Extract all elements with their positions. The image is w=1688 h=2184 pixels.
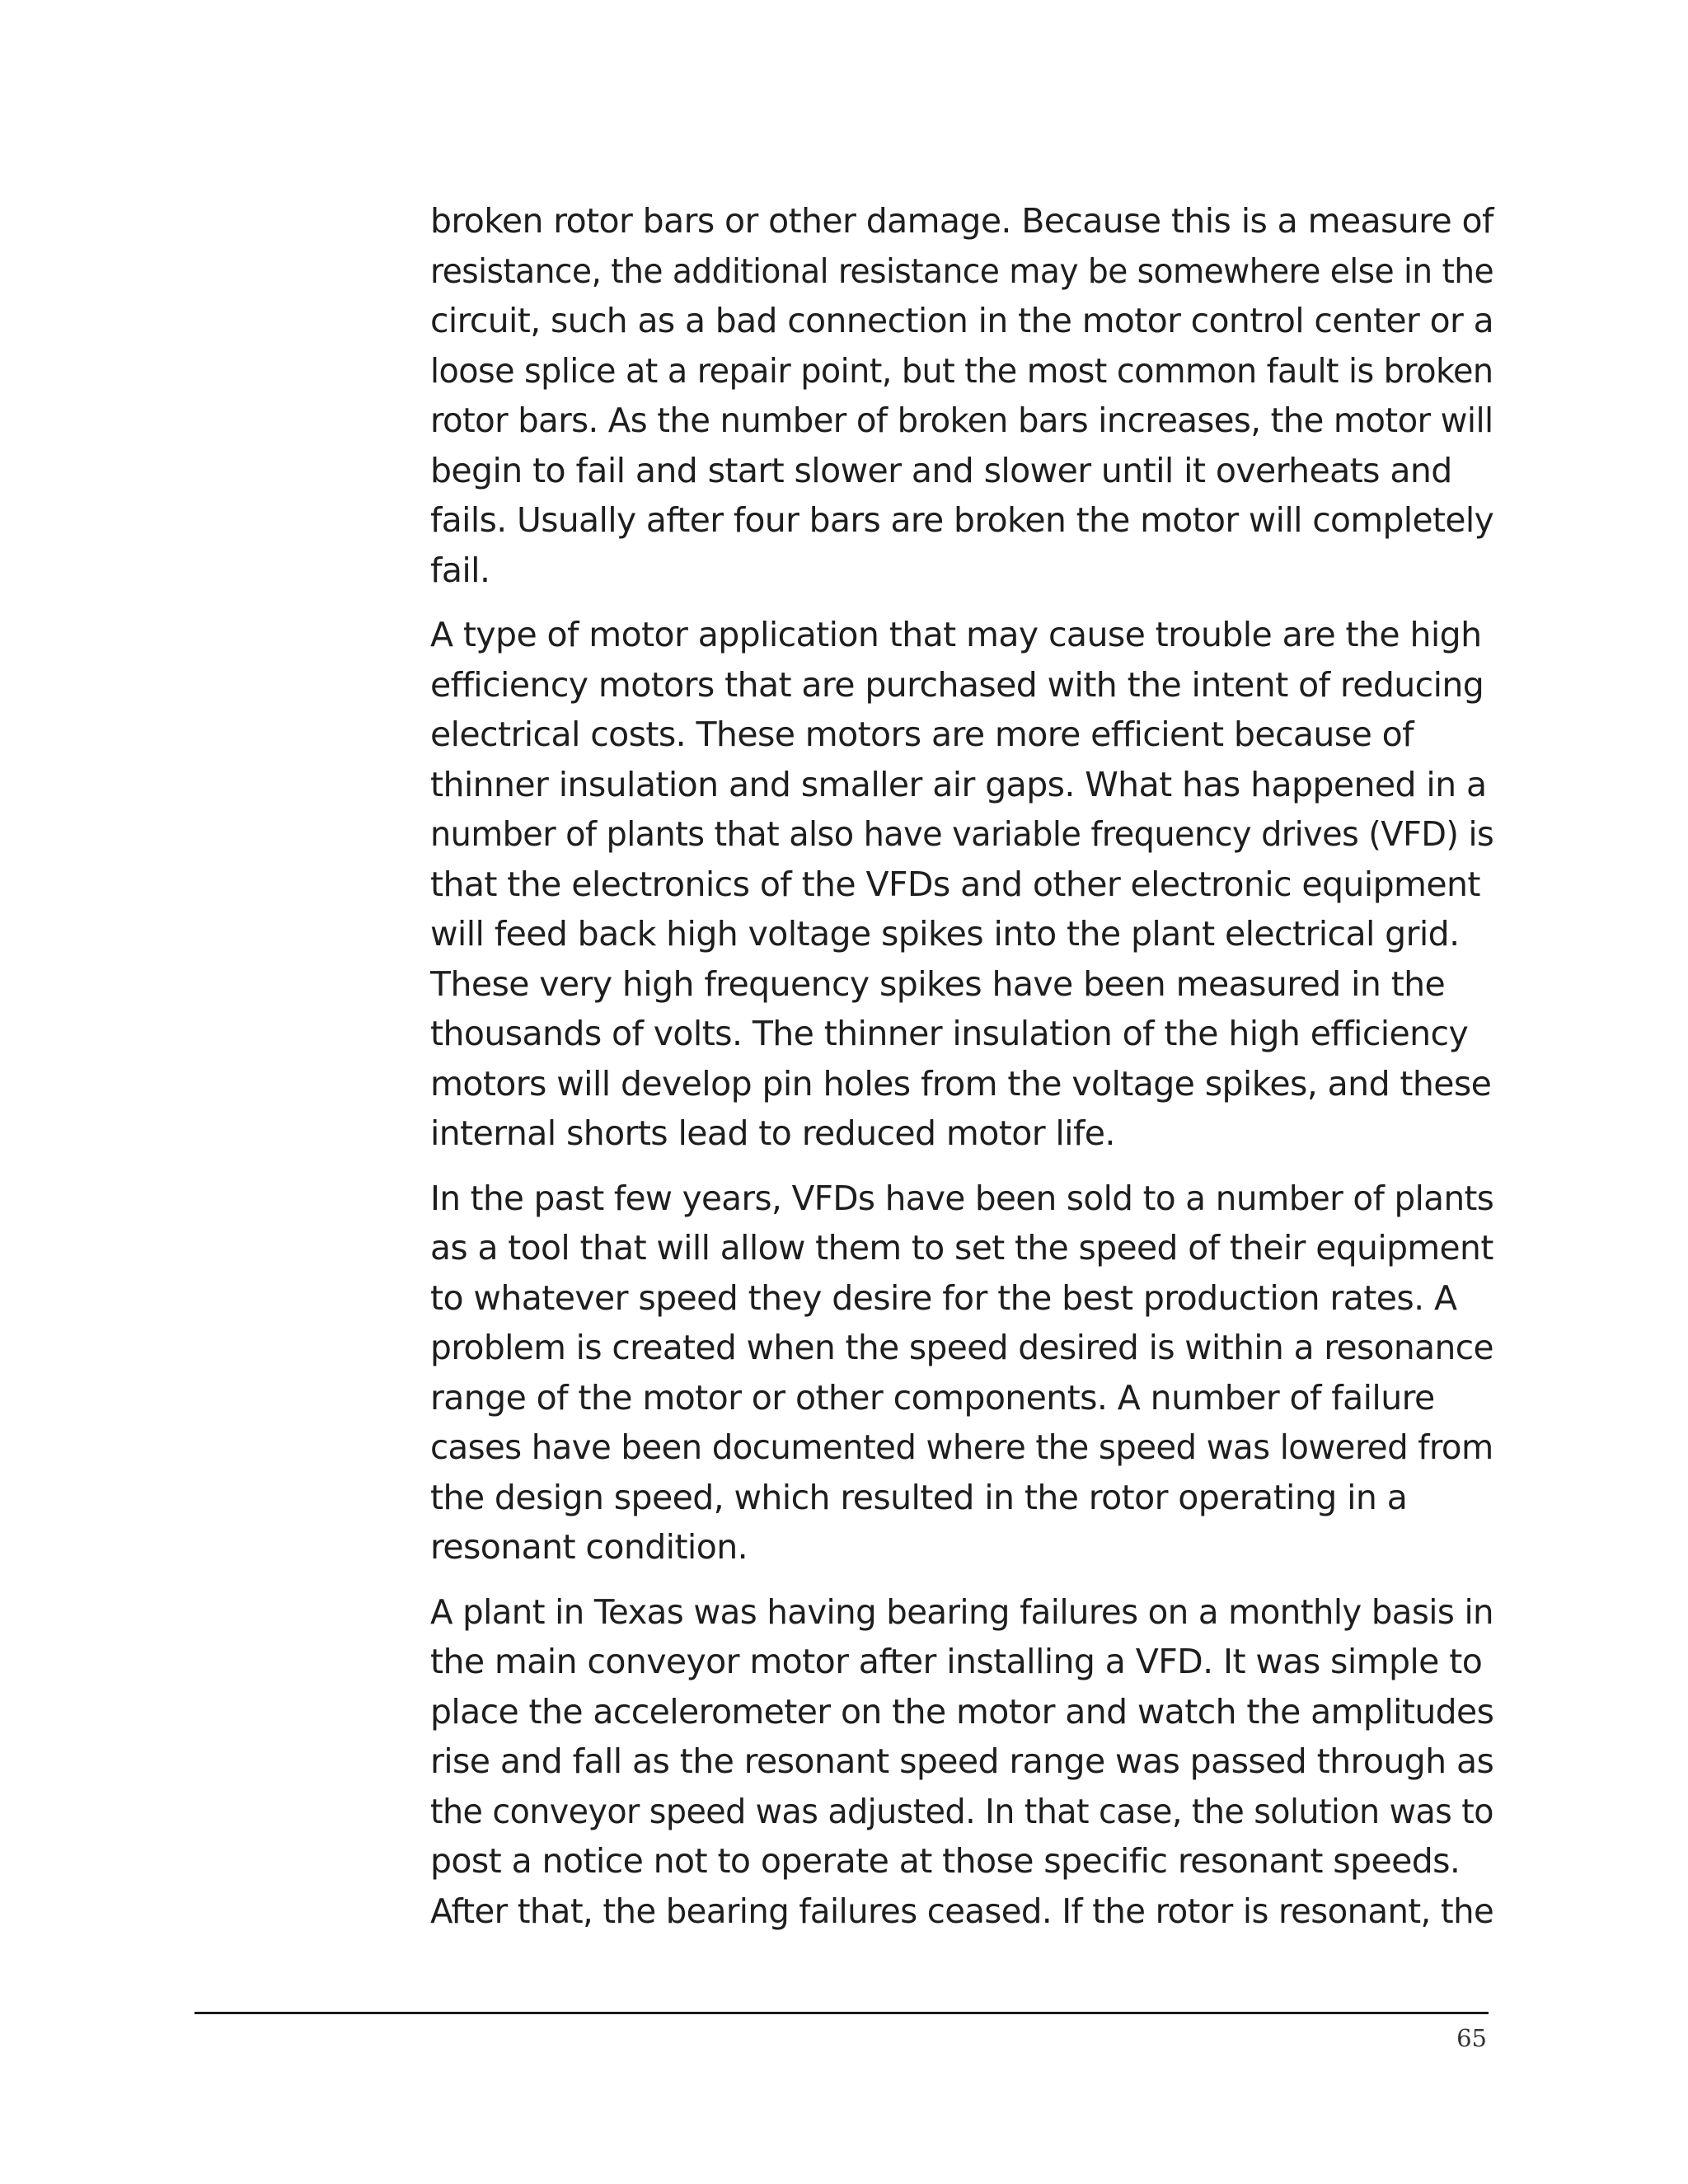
- text-line: the main conveyor motor after installing a VFD. It was simple to: [430, 1642, 1483, 1681]
- text-line: as a tool that will allow them to set the speed of their equipment: [430, 1228, 1493, 1268]
- paragraph: [430, 1174, 1493, 1572]
- text-line: A plant in Texas was having bearing failures on a monthly basis in: [430, 1591, 1493, 1632]
- text-line: number of plants that also have variable frequency drives (VFD) is: [430, 814, 1494, 854]
- text-line: fails. Usually after four bars are broken the motor will completely: [430, 500, 1494, 540]
- text-line: that the electronics of the VFDs and other electronic equipment: [430, 864, 1480, 904]
- text-line: the design speed, which resulted in the rotor operating in a: [430, 1477, 1408, 1517]
- text-line: A type of motor application that may cause trouble are the high: [430, 615, 1482, 654]
- text-line: After that, the bearing failures ceased. If the rotor is resonant, the: [430, 1891, 1494, 1931]
- text-line: to whatever speed they desire for the best production rates. A: [430, 1277, 1457, 1318]
- text-line: thinner insulation and smaller air gaps. What has happened in a: [430, 764, 1487, 804]
- text-line: motors will develop pin holes from the voltage spikes, and these: [430, 1063, 1492, 1104]
- text-line: will feed back high voltage spikes into the plant electrical grid.: [430, 914, 1460, 954]
- text-line: rotor bars. As the number of broken bars increases, the motor will: [430, 401, 1493, 440]
- text-line: place the accelerometer on the motor and watch the amplitudes: [430, 1691, 1494, 1732]
- text-line: electrical costs. These motors are more efficient because of: [430, 715, 1414, 754]
- text-line: These very high frequency spikes have been measured in the: [430, 963, 1446, 1004]
- text-line: post a notice not to operate at those specific resonant speeds.: [430, 1841, 1461, 1881]
- text-line: fail.: [430, 550, 490, 590]
- text-line: efficiency motors that are purchased with the intent of reducing: [430, 664, 1484, 705]
- text-line: begin to fail and start slower and slower until it overheats and: [430, 450, 1452, 490]
- text-line: rise and fall as the resonant speed range was passed through as: [430, 1741, 1494, 1781]
- paragraph: [430, 1587, 1493, 1937]
- text-line: In the past few years, VFDs have been sold to a number of plants: [430, 1178, 1494, 1218]
- text-line: circuit, such as a bad connection in the motor control center or a: [430, 301, 1494, 340]
- text-line: the conveyor speed was adjusted. In that case, the solution was to: [430, 1791, 1493, 1831]
- text-line: broken rotor bars or other damage. Because this is a measure of: [430, 201, 1493, 241]
- text-line: loose splice at a repair point, but the most common fault is broken: [430, 350, 1493, 391]
- text-line: thousands of volts. The thinner insulation of the high efficiency: [430, 1014, 1469, 1053]
- text-line: range of the motor or other components. A number of failure: [430, 1377, 1435, 1418]
- text-line: cases have been documented where the speed was lowered from: [430, 1427, 1493, 1467]
- body-text: [430, 196, 1493, 1951]
- text-line: problem is created when the speed desired is within a resonance: [430, 1328, 1493, 1367]
- paragraph: [430, 196, 1493, 595]
- footer-divider: [195, 2012, 1489, 2014]
- paragraph: [430, 610, 1493, 1159]
- page-number: 65: [1456, 2024, 1487, 2052]
- text-line: internal shorts lead to reduced motor life.: [430, 1113, 1115, 1153]
- text-line: resonant condition.: [430, 1527, 748, 1567]
- text-line: resistance, the additional resistance may be somewhere else in the: [430, 251, 1494, 291]
